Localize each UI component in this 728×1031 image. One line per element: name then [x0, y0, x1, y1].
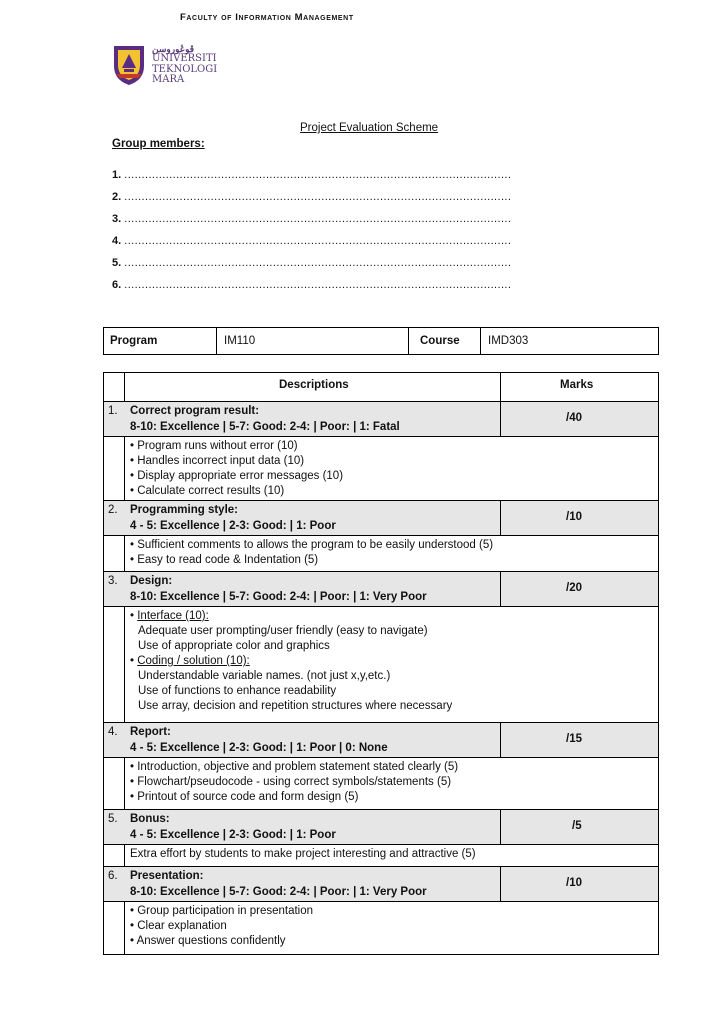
- criterion-scale: 8-10: Excellence | 5-7: Good: 2-4: | Poor: | 1: Very Poor: [130, 591, 427, 603]
- criterion-item: • Clear explanation: [130, 920, 227, 932]
- coding-label: Coding / solution (10):: [137, 655, 250, 667]
- criterion-title: Design:: [130, 575, 173, 587]
- criterion-item: • Printout of source code and form design (5): [130, 791, 359, 803]
- table-divider: [216, 328, 217, 354]
- page-title: Project Evaluation Scheme: [300, 122, 439, 134]
- table-divider: [480, 328, 481, 354]
- member-line-4: [112, 235, 511, 247]
- member-line-3: [112, 213, 511, 225]
- criterion-number: 6.: [108, 870, 118, 882]
- criterion-item: Use of functions to enhance readability: [138, 685, 337, 697]
- member-number: 2.: [112, 191, 122, 203]
- criterion-item: Extra effort by students to make project interesting and attractive (5): [130, 848, 476, 860]
- marks-column-divider: [500, 810, 501, 844]
- criterion-row: [104, 810, 658, 845]
- evaluation-table: [103, 372, 659, 955]
- criterion-mark: /15: [566, 733, 582, 745]
- member-line-6: [112, 279, 511, 291]
- member-line-1: [112, 169, 511, 181]
- evaluation-header-row: [104, 373, 658, 402]
- university-logo: [112, 42, 222, 90]
- member-number: 1.: [112, 169, 122, 181]
- criterion-row: [104, 572, 658, 607]
- criterion-section-2: [104, 501, 658, 572]
- criterion-row: [104, 723, 658, 758]
- criterion-item: • Group participation in presentation: [130, 905, 314, 917]
- criterion-row: [104, 402, 658, 437]
- criterion-scale: 8-10: Excellence | 5-7: Good: 2-4: | Poor: | 1: Very Poor: [130, 886, 427, 898]
- criterion-item: Understandable variable names. (not just x,y,etc.): [138, 670, 391, 682]
- uitm-crest-icon: [112, 42, 146, 86]
- member-blank: ................................................................................................................: [124, 169, 512, 181]
- member-blank: ................................................................................................................: [124, 257, 512, 269]
- criterion-item: • Sufficient comments to allows the program to be easily understood (5): [130, 539, 494, 551]
- criterion-items: [104, 845, 658, 867]
- table-divider: [408, 328, 409, 354]
- criterion-number: 3.: [108, 575, 118, 587]
- logo-jawi-text: ڤوڠوروسن: [152, 44, 195, 54]
- criterion-items: [104, 902, 658, 954]
- member-line-2: [112, 191, 511, 203]
- criterion-section-3: [104, 572, 658, 723]
- criterion-section-4: [104, 723, 658, 810]
- faculty-heading: Faculty of Information Management: [180, 12, 354, 23]
- program-course-table: [103, 327, 659, 355]
- criterion-title: Bonus:: [130, 813, 170, 825]
- criterion-row: [104, 867, 658, 902]
- marks-column-divider: [500, 402, 501, 436]
- marks-column-divider: [500, 373, 501, 401]
- marks-column-divider: [500, 501, 501, 535]
- marks-column-divider: [500, 867, 501, 901]
- course-label: Course: [420, 335, 460, 347]
- criterion-mark: /20: [566, 582, 582, 594]
- program-label: Program: [110, 335, 158, 347]
- criterion-items: [104, 536, 658, 572]
- marks-column-divider: [500, 723, 501, 757]
- criterion-scale: 4 - 5: Excellence | 2-3: Good: | 1: Poor | 0: None: [130, 742, 388, 754]
- marks-column-divider: [500, 572, 501, 606]
- criterion-mark: /40: [566, 412, 582, 424]
- criterion-scale: 8-10: Excellence | 5-7: Good: 2-4: | Poor: | 1: Fatal: [130, 421, 400, 433]
- member-number: 6.: [112, 279, 122, 291]
- criterion-item: Use array, decision and repetition structures where necessary: [138, 700, 453, 712]
- criterion-title: Presentation:: [130, 870, 204, 882]
- group-members-label: Group members:: [112, 138, 205, 150]
- course-value: IMD303: [488, 335, 529, 347]
- criterion-item: • Introduction, objective and problem statement stated clearly (5): [130, 761, 459, 773]
- interface-subheading: • Interface (10):: [130, 610, 209, 622]
- criterion-item: Use of appropriate color and graphics: [138, 640, 330, 652]
- interface-label: Interface (10):: [137, 610, 209, 622]
- member-blank: ................................................................................................................: [124, 279, 512, 291]
- criterion-item: • Display appropriate error messages (10): [130, 470, 344, 482]
- member-line-5: [112, 257, 511, 269]
- member-number: 4.: [112, 235, 122, 247]
- criterion-item: Adequate user prompting/user friendly (easy to navigate): [138, 625, 428, 637]
- criterion-section-1: [104, 402, 658, 501]
- criterion-number: 2.: [108, 504, 118, 516]
- criterion-title: Report:: [130, 726, 171, 738]
- criterion-item: • Program runs without error (10): [130, 440, 298, 452]
- criterion-items: [104, 758, 658, 810]
- criterion-section-6: [104, 867, 658, 954]
- member-blank: ................................................................................................................: [124, 235, 512, 247]
- logo-line-1: UNIVERSITI: [152, 53, 217, 64]
- criterion-items: [104, 607, 658, 723]
- coding-subheading: • Coding / solution (10):: [130, 655, 250, 667]
- criterion-item: • Answer questions confidently: [130, 935, 286, 947]
- criterion-row: [104, 501, 658, 536]
- criterion-title: Correct program result:: [130, 405, 260, 417]
- criterion-title: Programming style:: [130, 504, 238, 516]
- marks-header: Marks: [560, 379, 594, 391]
- criterion-item: • Handles incorrect input data (10): [130, 455, 305, 467]
- criterion-item: • Flowchart/pseudocode - using correct symbols/statements (5): [130, 776, 452, 788]
- criterion-items: [104, 437, 658, 501]
- criterion-section-5: [104, 810, 658, 867]
- logo-line-3: MARA: [152, 74, 185, 85]
- member-number: 5.: [112, 257, 122, 269]
- criterion-mark: /5: [572, 820, 582, 832]
- descriptions-header: Descriptions: [279, 379, 349, 391]
- logo-university-name: [152, 54, 217, 86]
- criterion-item: • Easy to read code & Indentation (5): [130, 554, 319, 566]
- criterion-item: • Calculate correct results (10): [130, 485, 285, 497]
- criterion-number: 5.: [108, 813, 118, 825]
- logo-line-2: TEKNOLOGI: [152, 63, 218, 75]
- program-value: IM110: [224, 335, 256, 347]
- criterion-mark: /10: [566, 511, 582, 523]
- member-blank: ................................................................................................................: [124, 191, 512, 203]
- criterion-scale: 4 - 5: Excellence | 2-3: Good: | 1: Poor: [130, 520, 336, 532]
- criterion-number: 4.: [108, 726, 118, 738]
- criterion-mark: /10: [566, 877, 582, 889]
- criterion-scale: 4 - 5: Excellence | 2-3: Good: | 1: Poor: [130, 829, 336, 841]
- criterion-number: 1.: [108, 405, 118, 417]
- member-blank: ................................................................................................................: [124, 213, 512, 225]
- member-number: 3.: [112, 213, 122, 225]
